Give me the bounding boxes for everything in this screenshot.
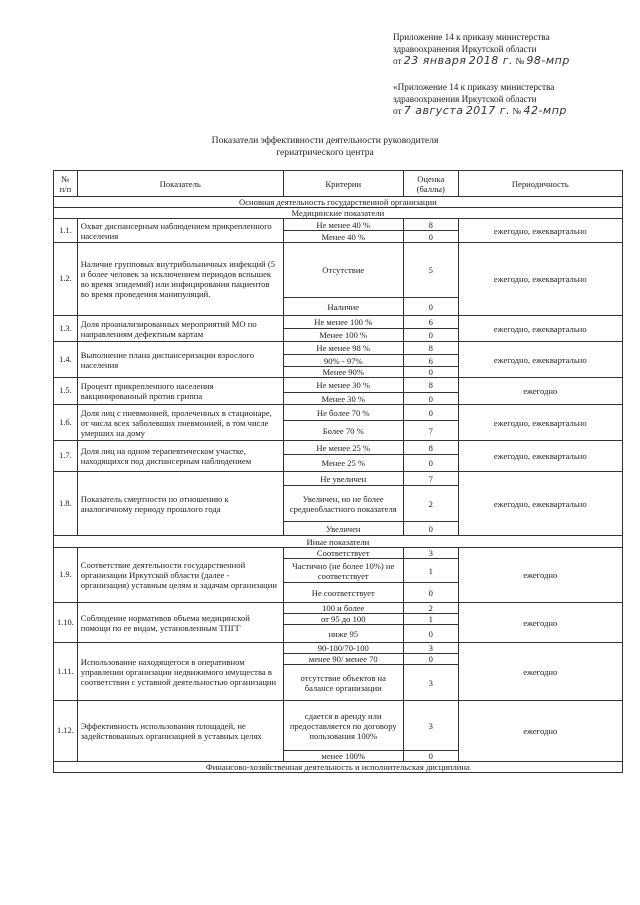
handwritten-year: 2018 г.: [468, 54, 514, 67]
order-reference-previous: [393, 82, 633, 118]
table-row: 1.3. Доля проанализированных мероприятий МО по направлениям дефектным картам Не менее 100 % 6 ежегодно, ежеквартально: [54, 316, 623, 329]
table-row: 1.10. Соблюдение нормативов объема медицинской помощи по ее видам, установленным ТПГГ 100 и более 2 ежегодно: [54, 603, 623, 614]
indicators-table: [53, 170, 623, 773]
section-row: [54, 208, 623, 219]
col-header-indicator: Показатель: [77, 171, 283, 197]
table-row: 1.4. Выполнение плана диспансеризации взрослого населения Не менее 98 % 8 ежегодно, ежеквартально: [54, 342, 623, 355]
handwritten-number: 42-мпр: [523, 104, 567, 117]
table-row: 1.11. Использование находящегося в оперативном управлении организации недвижимого имущества в соответствии с уставной деятельностью организации 90-100/70-100 3 ежегодно: [54, 643, 623, 654]
col-header-criteria: Критерии: [283, 171, 403, 197]
section-main: Основная деятельность государственной организации: [54, 197, 623, 208]
table-row: ниже 95 0: [54, 625, 623, 643]
table-row: менее 90/ менее 70 0: [54, 654, 623, 665]
table-row: Менее 30 % 0: [54, 393, 623, 405]
handwritten-date: 7 августа: [403, 104, 464, 117]
section-row: [54, 762, 623, 773]
col-header-score: Оценка (баллы): [403, 171, 458, 197]
table-row: Более 70 % 7: [54, 421, 623, 441]
document-title: Показатели эффективности деятельности руководителя гериатрического центра: [211, 135, 439, 158]
table-row: от 95 до 100 1: [54, 614, 623, 625]
col-header-number: № п/п: [54, 171, 78, 197]
order-reference-current: [393, 32, 633, 68]
table-row: Менее 90% 0: [54, 367, 623, 378]
table-row: менее 100% 0: [54, 751, 623, 762]
table-row: Менее 100 % 0: [54, 329, 623, 342]
table-row: Увеличен 0: [54, 522, 623, 536]
table-row: Частично (не более 10%) не соответствует 1: [54, 559, 623, 583]
order-ref-line2: здравоохранения Иркутской области: [393, 43, 537, 54]
handwritten-year: 2017 г.: [465, 104, 511, 117]
table-row: Не соответствует 0: [54, 583, 623, 603]
section-medical: Медицинские показатели: [54, 208, 623, 219]
table-row: 1.7. Доля лиц на одном терапевтическом участке, находящихся под диспансерным наблюдением Не менее 25 % 8 ежегодно, ежеквартально: [54, 441, 623, 455]
table-row: Менее 40 % 0: [54, 231, 623, 243]
section-row: [54, 536, 623, 548]
section-finance: Финансово-хозяйственная деятельность и исполнительская дисциплина: [54, 762, 623, 773]
table-row: Менее 25 % 0: [54, 455, 623, 472]
section-row: [54, 197, 623, 208]
order-ref-line2: здравоохранения Иркутской области: [393, 93, 537, 104]
table-row: Наличие 0: [54, 298, 623, 316]
table-row: 1.12. Эффективность использования площадей, не задействованных организацией в уставных целях сдается в аренду или предоставляется по договору пользования 100% 3 ежегодно: [54, 701, 623, 751]
table-row: 90% - 97% 6: [54, 355, 623, 367]
table-row: 1.8. Показатель смертности по отношению к аналогичному периоду прошлого года Не увеличен 7 ежегодно, ежеквартально: [54, 472, 623, 486]
table-row: отсутствие объектов на балансе организации 3: [54, 665, 623, 701]
col-header-periodicity: Периодичность: [458, 171, 622, 197]
table-row: 1.2. Наличие групповых внутрибольничных инфекций (5 и более человек за исключением периодов вспышек во время эпидемий) или инфицирования пациентов во время проведения манипуляций. Отсутствие 5 ежегодно, ежеквартально: [54, 243, 623, 298]
table-header-row: [54, 171, 623, 197]
table-row: 1.6. Доля лиц с пневмонией, пролеченных в стационаре, от числа всех заболевших пневмонией, в том числе умерших на дому Не более 70 % 0 ежегодно, ежеквартально: [54, 405, 623, 421]
order-ref-line1: Приложение 14 к приказу министерства: [393, 32, 550, 42]
order-ref-line3: от 23 января 2018 г. № 98-мпр: [393, 54, 570, 67]
order-ref-line1: «Приложение 14 к приказу министерства: [393, 82, 555, 92]
table-row: Увеличен, но не более среднеобластного показателя 2: [54, 486, 623, 522]
table-row: 1.1. Охват диспансерным наблюдением прикрепленного населения Не менее 40 % 8 ежегодно, ежеквартально: [54, 219, 623, 231]
order-ref-line3: от 7 августа 2017 г. № 42-мпр: [393, 104, 567, 117]
table-row: 1.5. Процент прикрепленного населения вакцинированный против гриппа Не менее 30 % 8 ежегодно: [54, 378, 623, 393]
handwritten-date: 23 января: [403, 54, 467, 67]
section-other: Иные показатели: [54, 536, 623, 548]
table-row: 1.9. Соответствие деятельности государственной организации Иркутской области (далее - организация) уставным целям и задачам организации Соответствует 3 ежегодно: [54, 548, 623, 559]
handwritten-number: 98-мпр: [526, 54, 570, 67]
